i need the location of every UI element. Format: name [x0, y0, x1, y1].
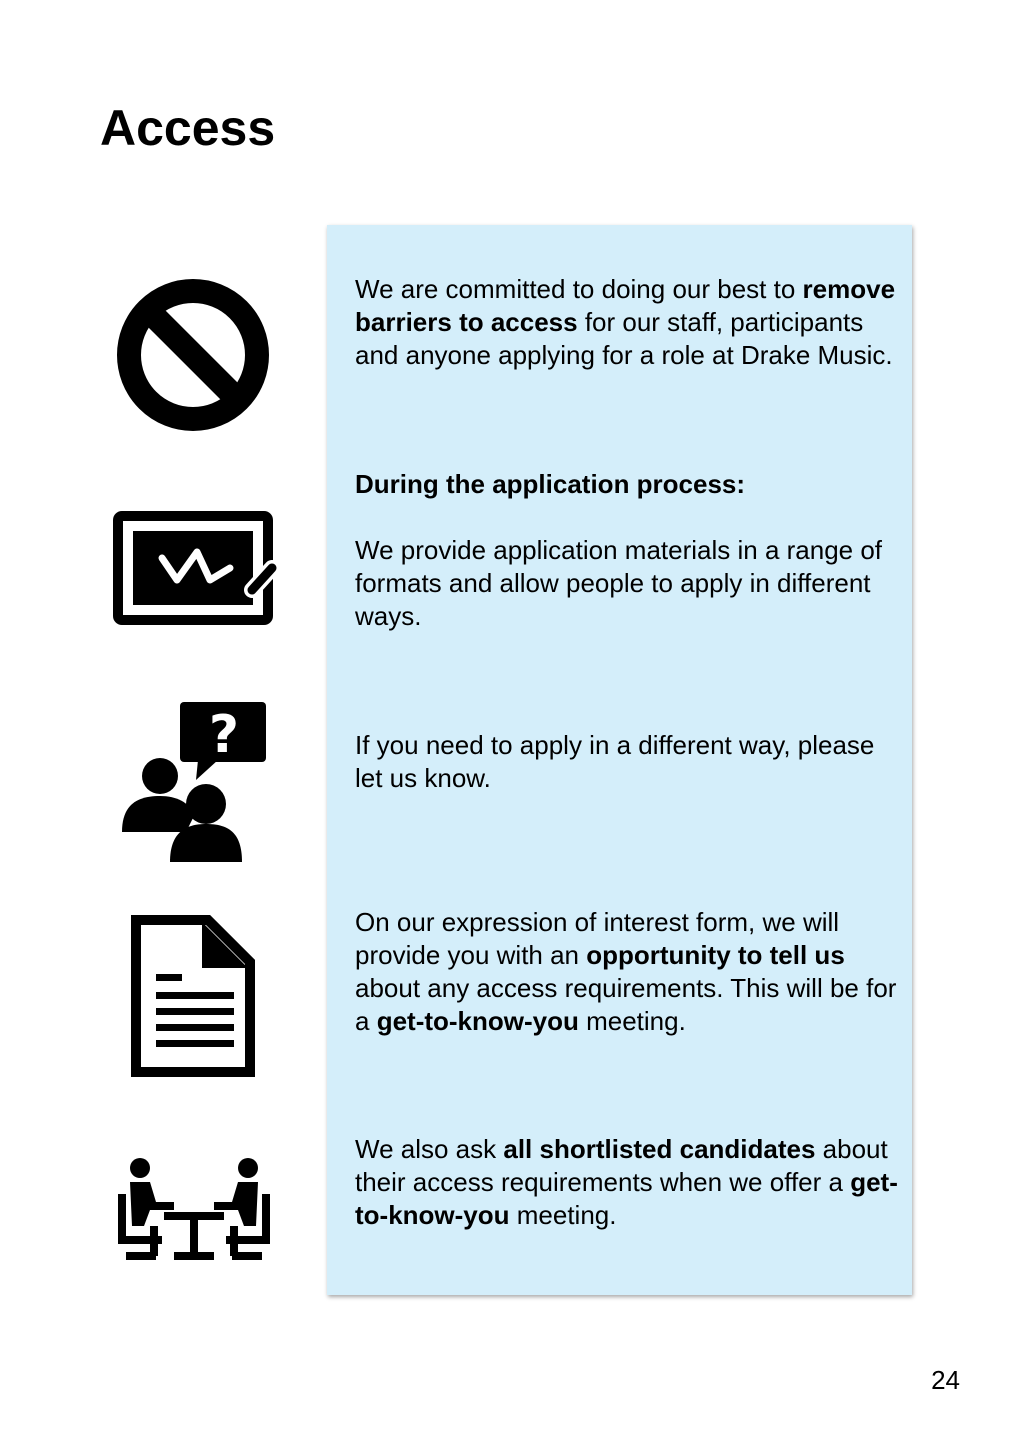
intro-paragraph [355, 273, 900, 372]
shortlisted-text-3: meeting. [509, 1200, 617, 1230]
application-heading-text: During the application process: [355, 469, 746, 499]
intro-text-2: for our staff, participants and anyone applying for a role at Drake Music. [355, 307, 893, 370]
intro-text-bold: remove barriers to access [355, 274, 896, 337]
shortlisted-text-bold-1: all shortlisted candidates [503, 1134, 816, 1164]
interest-text-bold-1: opportunity to tell us [586, 940, 845, 970]
formats-paragraph: We provide application materials in a range of formats and allow people to apply in different ways. [355, 535, 883, 631]
shortlisted-text-bold-2: get-to-know-you [355, 1167, 898, 1230]
info-box [327, 225, 912, 1295]
application-heading [355, 468, 900, 501]
meeting-table-icon [116, 1156, 272, 1264]
interest-text-1: On our expression of interest form, we will provide you with an [355, 907, 840, 970]
page-title: Access [100, 100, 276, 156]
different-way-paragraph: If you need to apply in a different way, please let us know. [355, 730, 875, 793]
shortlisted-text-1: We also ask [355, 1134, 504, 1164]
interest-text-3: meeting. [578, 1006, 686, 1036]
no-entry-icon [116, 278, 270, 432]
svg-text:?: ? [208, 705, 240, 765]
document-icon [130, 914, 258, 1078]
interest-text-2: about any access requirements. This will be for a [355, 973, 897, 1036]
whiteboard-icon [112, 510, 280, 626]
interest-form-paragraph [355, 906, 900, 1038]
interest-text-bold-2: get-to-know-you [376, 1006, 579, 1036]
question-conversation-icon [120, 700, 270, 866]
intro-text-1: We are committed to doing our best to [355, 274, 803, 304]
shortlisted-text-2: about their access requirements when we offer a [355, 1134, 888, 1197]
shortlisted-paragraph [355, 1133, 900, 1232]
page-number: 24 [931, 1365, 960, 1395]
